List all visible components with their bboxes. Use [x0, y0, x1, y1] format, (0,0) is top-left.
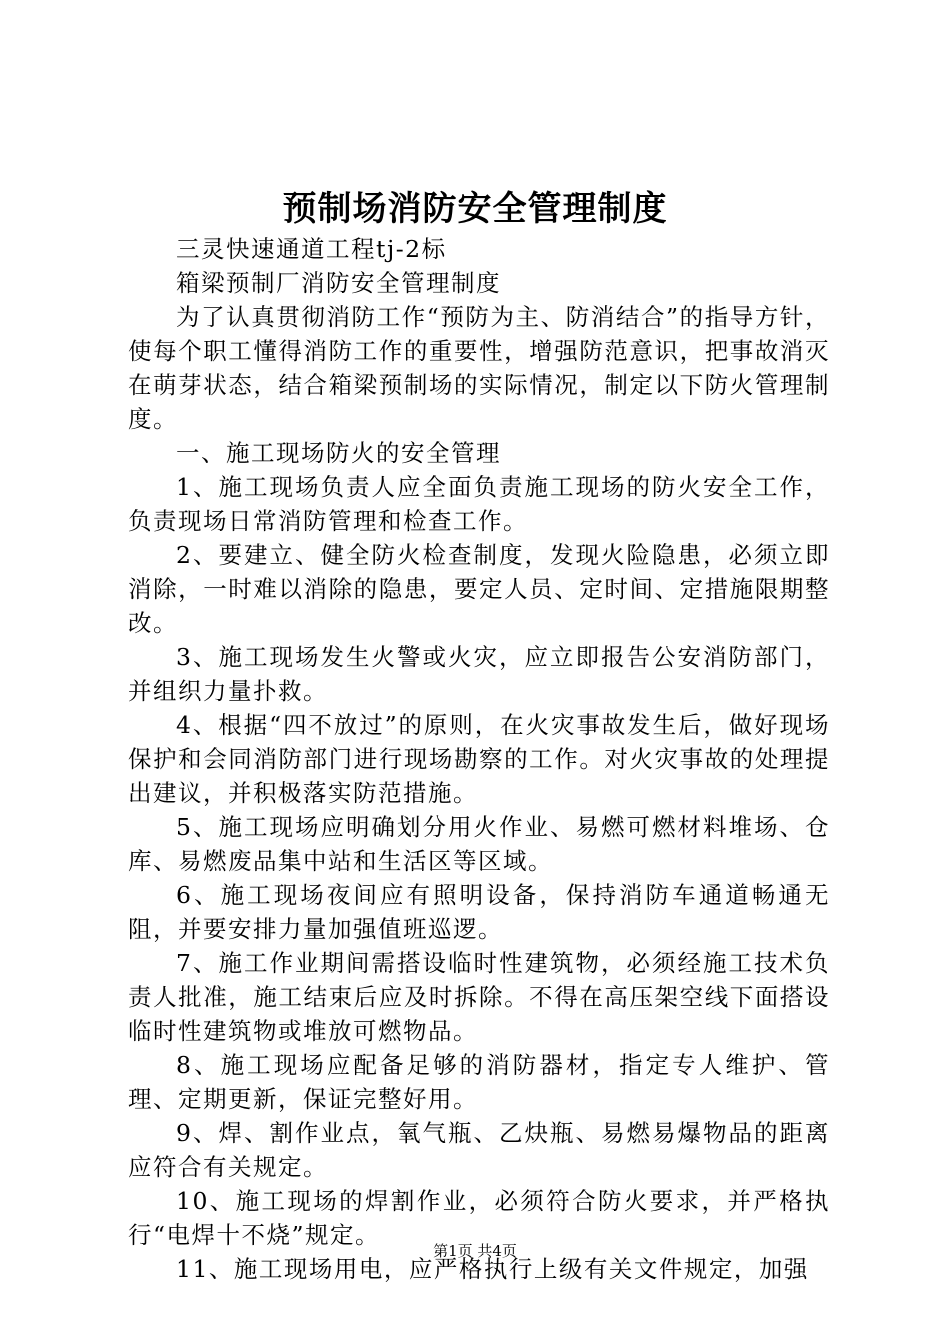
page-footer: 第1页 共4页	[433, 1242, 517, 1260]
rule-item: 9、焊、割作业点，氧气瓶、乙炔瓶、易燃易爆物品的距离应符合有关规定。	[128, 1119, 830, 1181]
rule-item: 1、施工现场负责人应全面负责施工现场的防火安全工作，负责现场日常消防管理和检查工作。	[128, 473, 830, 535]
section-heading: 一、施工现场防火的安全管理	[176, 439, 501, 467]
rule-item: 8、施工现场应配备足够的消防器材，指定专人维护、管理、定期更新，保证完整好用。	[128, 1051, 830, 1113]
rule-item: 11、施工现场用电，应严格执行上级有关文件规定，加强	[176, 1255, 809, 1283]
rule-item: 2、要建立、健全防火检查制度，发现火险隐患，必须立即消除，一时难以消除的隐患，要定人员、定时间、定措施限期整改。	[128, 541, 830, 637]
rule-item: 6、施工现场夜间应有照明设备，保持消防车通道畅通无阻，并要安排力量加强值班巡逻。	[128, 881, 830, 943]
document-title: 预制场消防安全管理制度	[282, 189, 668, 229]
intro-paragraph: 为了认真贯彻消防工作“预防为主、防消结合”的指导方针，使每个职工懂得消防工作的重要性，增强防范意识，把事故消灭在萌芽状态，结合箱梁预制场的实际情况，制定以下防火管理制度。	[128, 303, 830, 433]
rule-item: 3、施工现场发生火警或火灾，应立即报告公安消防部门，并组织力量扑救。	[128, 643, 830, 705]
rule-item: 10、施工现场的焊割作业，必须符合防火要求，并严格执行“电焊十不烧”规定。	[128, 1187, 830, 1249]
subtitle-line: 箱梁预制厂消防安全管理制度	[176, 269, 501, 297]
rule-item: 7、施工作业期间需搭设临时性建筑物，必须经施工技术负责人批准，施工结束后应及时拆除。不得在高压架空线下面搭设临时性建筑物或堆放可燃物品。	[128, 949, 830, 1045]
rule-item: 4、根据“四不放过”的原则，在火灾事故发生后，做好现场保护和会同消防部门进行现场勘察的工作。对火灾事故的处理提出建议，并积极落实防范措施。	[128, 711, 830, 807]
rule-item: 5、施工现场应明确划分用火作业、易燃可燃材料堆场、仓库、易燃废品集中站和生活区等区域。	[128, 813, 830, 875]
document-body	[128, 232, 830, 1286]
project-name-line: 三灵快速通道工程tj-2标	[176, 235, 447, 263]
